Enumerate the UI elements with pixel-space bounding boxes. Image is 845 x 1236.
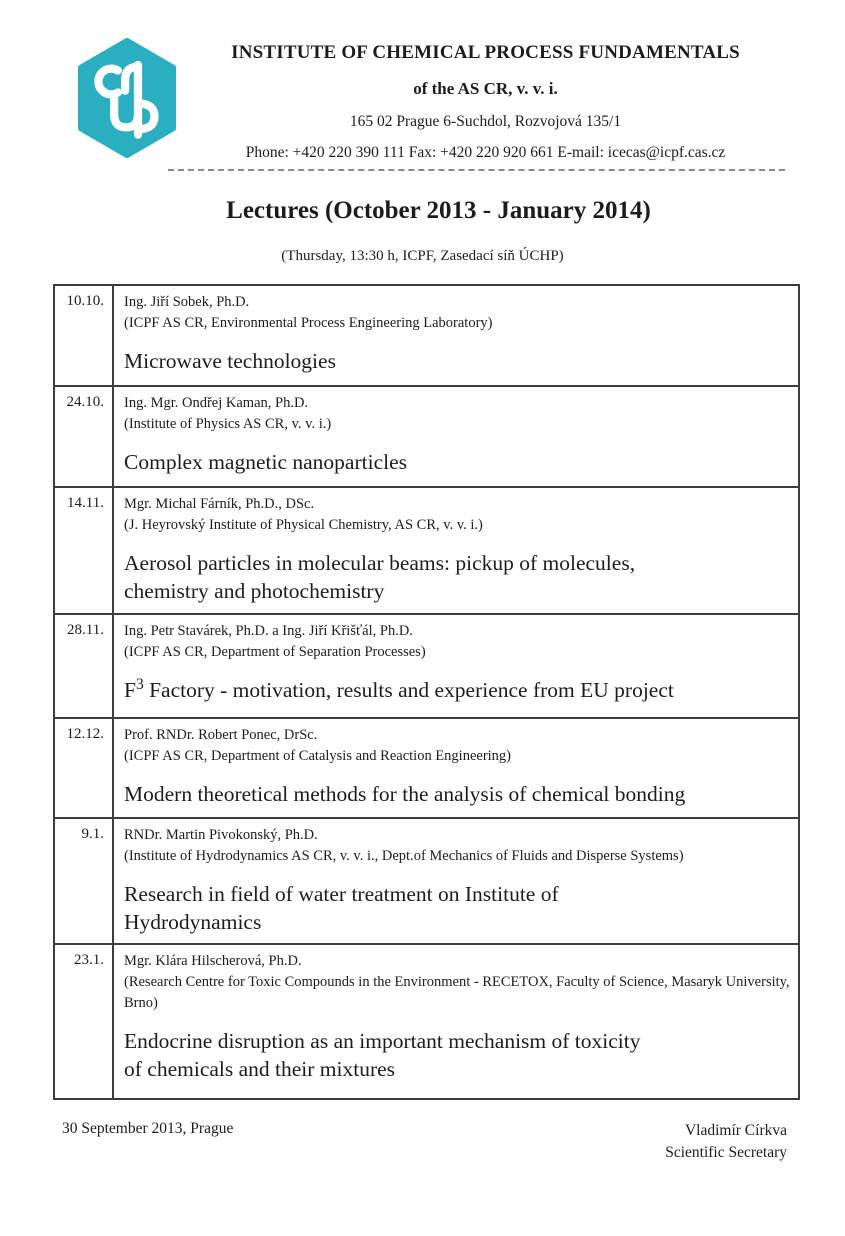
lecture-details xyxy=(114,719,798,817)
lecture-title: Endocrine disruption as an important mechanism of toxicity of chemicals and their mixtures xyxy=(124,1029,641,1081)
letterhead xyxy=(72,36,789,162)
lecture-details xyxy=(114,286,798,385)
lecture-details xyxy=(114,387,798,486)
signature-block xyxy=(665,1120,787,1164)
lecture-details xyxy=(114,488,798,613)
lecture-speaker: RNDr. Martin Pivokonský, Ph.D. xyxy=(124,827,318,843)
lecture-title: Complex magnetic nanoparticles xyxy=(124,450,407,475)
lecture-speaker: Mgr. Michal Fárník, Ph.D., DSc. xyxy=(124,496,315,512)
lecture-title: Research in field of water treatment on Institute of Hydrodynamics xyxy=(124,882,559,934)
lecture-date: 24.10. xyxy=(55,387,114,486)
letterhead-text xyxy=(182,36,789,162)
table-row xyxy=(55,945,798,1098)
lecture-speaker: Ing. Mgr. Ondřej Kaman, Ph.D. xyxy=(124,395,309,411)
lecture-affiliation: (ICPF AS CR, Environmental Process Engineering Laboratory) xyxy=(124,315,493,332)
lecture-table xyxy=(53,284,800,1100)
lecture-affiliation: (Institute of Hydrodynamics AS CR, v. v. i., Dept.of Mechanics of Fluids and Disperse Systems) xyxy=(124,848,684,865)
table-row xyxy=(55,387,798,488)
lecture-speaker: Ing. Jiří Sobek, Ph.D. xyxy=(124,294,250,310)
lecture-date: 12.12. xyxy=(55,719,114,817)
institute-name: INSTITUTE OF CHEMICAL PROCESS FUNDAMENTALS xyxy=(231,42,740,63)
lecture-affiliation: (ICPF AS CR, Department of Catalysis and Reaction Engineering) xyxy=(124,748,512,765)
lecture-date: 23.1. xyxy=(55,945,114,1098)
table-row xyxy=(55,488,798,615)
icpf-logo-icon xyxy=(72,36,182,160)
lecture-speaker: Ing. Petr Stavárek, Ph.D. a Ing. Jiří Křišťál, Ph.D. xyxy=(124,623,413,639)
lecture-title: Microwave technologies xyxy=(124,349,336,374)
lecture-affiliation: (Institute of Physics AS CR, v. v. i.) xyxy=(124,416,332,433)
lecture-date: 10.10. xyxy=(55,286,114,385)
page-subtitle: (Thursday, 13:30 h, ICPF, Zasedací síň ÚCHP) xyxy=(281,248,564,264)
institute-address: 165 02 Prague 6-Suchdol, Rozvojová 135/1 xyxy=(349,113,622,130)
lecture-date: 9.1. xyxy=(55,819,114,943)
table-row xyxy=(55,286,798,387)
lecture-details xyxy=(114,819,798,943)
header-separator-rule xyxy=(168,169,785,171)
signature-name: Vladimír Církva xyxy=(684,1122,787,1139)
signature-role: Scientific Secretary xyxy=(665,1144,787,1161)
lecture-affiliation: (Research Centre for Toxic Compounds in the Environment - RECETOX, Faculty of Science, Masaryk University, Brno) xyxy=(124,974,790,1012)
table-row xyxy=(55,615,798,719)
lecture-date: 14.11. xyxy=(55,488,114,613)
lecture-title: Modern theoretical methods for the analysis of chemical bonding xyxy=(124,782,686,807)
page-title: Lectures (October 2013 - January 2014) xyxy=(226,197,651,224)
institute-contact: Phone: +420 220 390 111 Fax: +420 220 920 661 E-mail: icecas@icpf.cas.cz xyxy=(245,144,726,161)
footer xyxy=(62,1120,787,1164)
table-row xyxy=(55,719,798,819)
table-row xyxy=(55,819,798,945)
lecture-affiliation: (J. Heyrovský Institute of Physical Chemistry, AS CR, v. v. i.) xyxy=(124,517,483,534)
lecture-date: 28.11. xyxy=(55,615,114,717)
footer-date-place: 30 September 2013, Prague xyxy=(62,1120,234,1137)
lecture-speaker: Mgr. Klára Hilscherová, Ph.D. xyxy=(124,953,302,969)
institute-subname: of the AS CR, v. v. i. xyxy=(413,79,558,98)
lecture-details xyxy=(114,945,798,1098)
lecture-title: Aerosol particles in molecular beams: pickup of molecules, chemistry and photochemistry xyxy=(124,551,636,603)
lecture-speaker: Prof. RNDr. Robert Ponec, DrSc. xyxy=(124,727,318,743)
lecture-details xyxy=(114,615,798,717)
lecture-affiliation: (ICPF AS CR, Department of Separation Processes) xyxy=(124,644,426,661)
lecture-title: $F^3$ Factory - motivation, results and experience from EU project xyxy=(124,675,674,703)
